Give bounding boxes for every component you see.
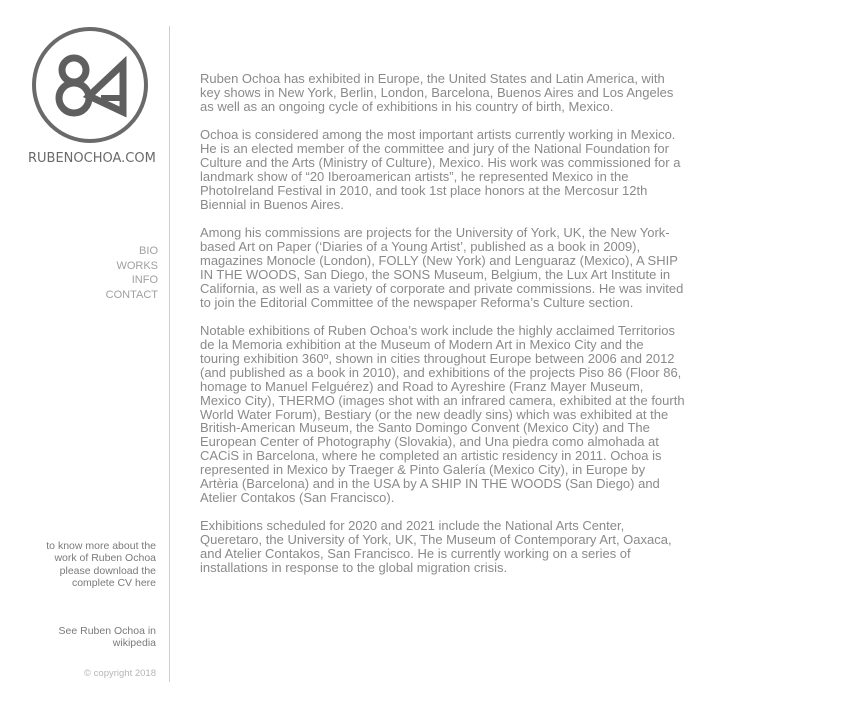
nav-item-bio[interactable]: BIO bbox=[139, 245, 158, 257]
vertical-divider bbox=[169, 26, 170, 682]
bio-paragraph: Ruben Ochoa has exhibited in Europe, the United States and Latin America, with key shows in New York, Berlin, London, Barcelona, Buenos Aires and Los Angeles as well as an ongoing cycle of exhibitions in his country of birth, Mexico. bbox=[200, 71, 674, 114]
site-name-link[interactable]: RUBENOCHOA.COM bbox=[28, 151, 156, 166]
copyright-text: © copyright 2018 bbox=[84, 668, 156, 679]
monogram-logo-icon bbox=[31, 26, 149, 144]
nav-item-info[interactable]: INFO bbox=[131, 274, 158, 287]
ruben-ochoa-logo-icon[interactable] bbox=[31, 26, 149, 144]
bio-paragraph: Exhibitions scheduled for 2020 and 2021 include the National Arts Center, Queretaro, the University of York, UK, The Museum of Contemporary Art, Oaxaca, and Atelier Contakos, San Francisco. He is currently working on a series of installations in response to the global migration crisis. bbox=[200, 518, 672, 576]
wikipedia-link[interactable]: See Ruben Ochoa in wikipedia bbox=[58, 625, 156, 650]
bio-paragraph: Notable exhibitions of Ruben Ochoa’s work include the highly acclaimed Territorios de la Memoria exhibition at the Museum of Modern Art in Mexico City and the touring exhibition 360º, shown in cities throughout Europe between 2006 and 2012 (and published as a book in 2010), and exhibitions of the projects Piso 86 (Floor 86, homage to Manuel Felguérez) and Road to Ayreshire (Franz Mayer Museum, Mexico City), THERMO (images shot with an infrared camera, exhibited at the fourth World Water Forum), Bestiary (or the new deadly sins) which was exhibited at the British-American Museum, the Santo Domingo Convent (Mexico City) and The European Center of Photography (Slovakia), and Una piedra como almohada at CACiS in Barcelona, where he completed an artistic residency in 2011. Ochoa is represented in Mexico by Traeger & Pinto Galería (Mexico City), in Europe by Artèria (Barcelona) and in the USA by A SHIP IN THE WOODS (San Diego) and Atelier Contakos (San Francisco). bbox=[200, 323, 685, 505]
nav-item-contact[interactable]: CONTACT bbox=[105, 288, 158, 301]
bio-paragraph: Among his commissions are projects for the University of York, UK, the New York-based Art on Paper (‘Diaries of a Young Artist’, published as a book in 2009), magazines Monocle (London), FOLLY (New York) and Lenguaraz (Mexico), A SHIP IN THE WOODS, San Diego, the SONS Museum, Belgium, the Lux Art Institute in California, as well as a variety of corporate and private commissions. He was invited to join the Editorial Committee of the newspaper Reforma’s Culture section. bbox=[200, 225, 684, 310]
nav-item-works[interactable]: WORKS bbox=[116, 259, 158, 272]
bio-content bbox=[200, 72, 685, 590]
download-cv-link[interactable]: to know more about the work of Ruben Ochoa please download the complete CV here bbox=[46, 540, 156, 590]
bio-paragraph: Ochoa is considered among the most important artists currently working in Mexico. He is an elected member of the committee and jury of the National Foundation for Culture and the Arts (Ministry of Culture), Mexico. His work was commissioned for a landmark show of “20 Iberoamerican artists”, he represented Mexico in the PhotoIreland Festival in 2010, and took 1st place honors at the Mercosur 12th Biennial in Buenos Aires. bbox=[200, 127, 681, 212]
main-nav bbox=[106, 244, 158, 302]
